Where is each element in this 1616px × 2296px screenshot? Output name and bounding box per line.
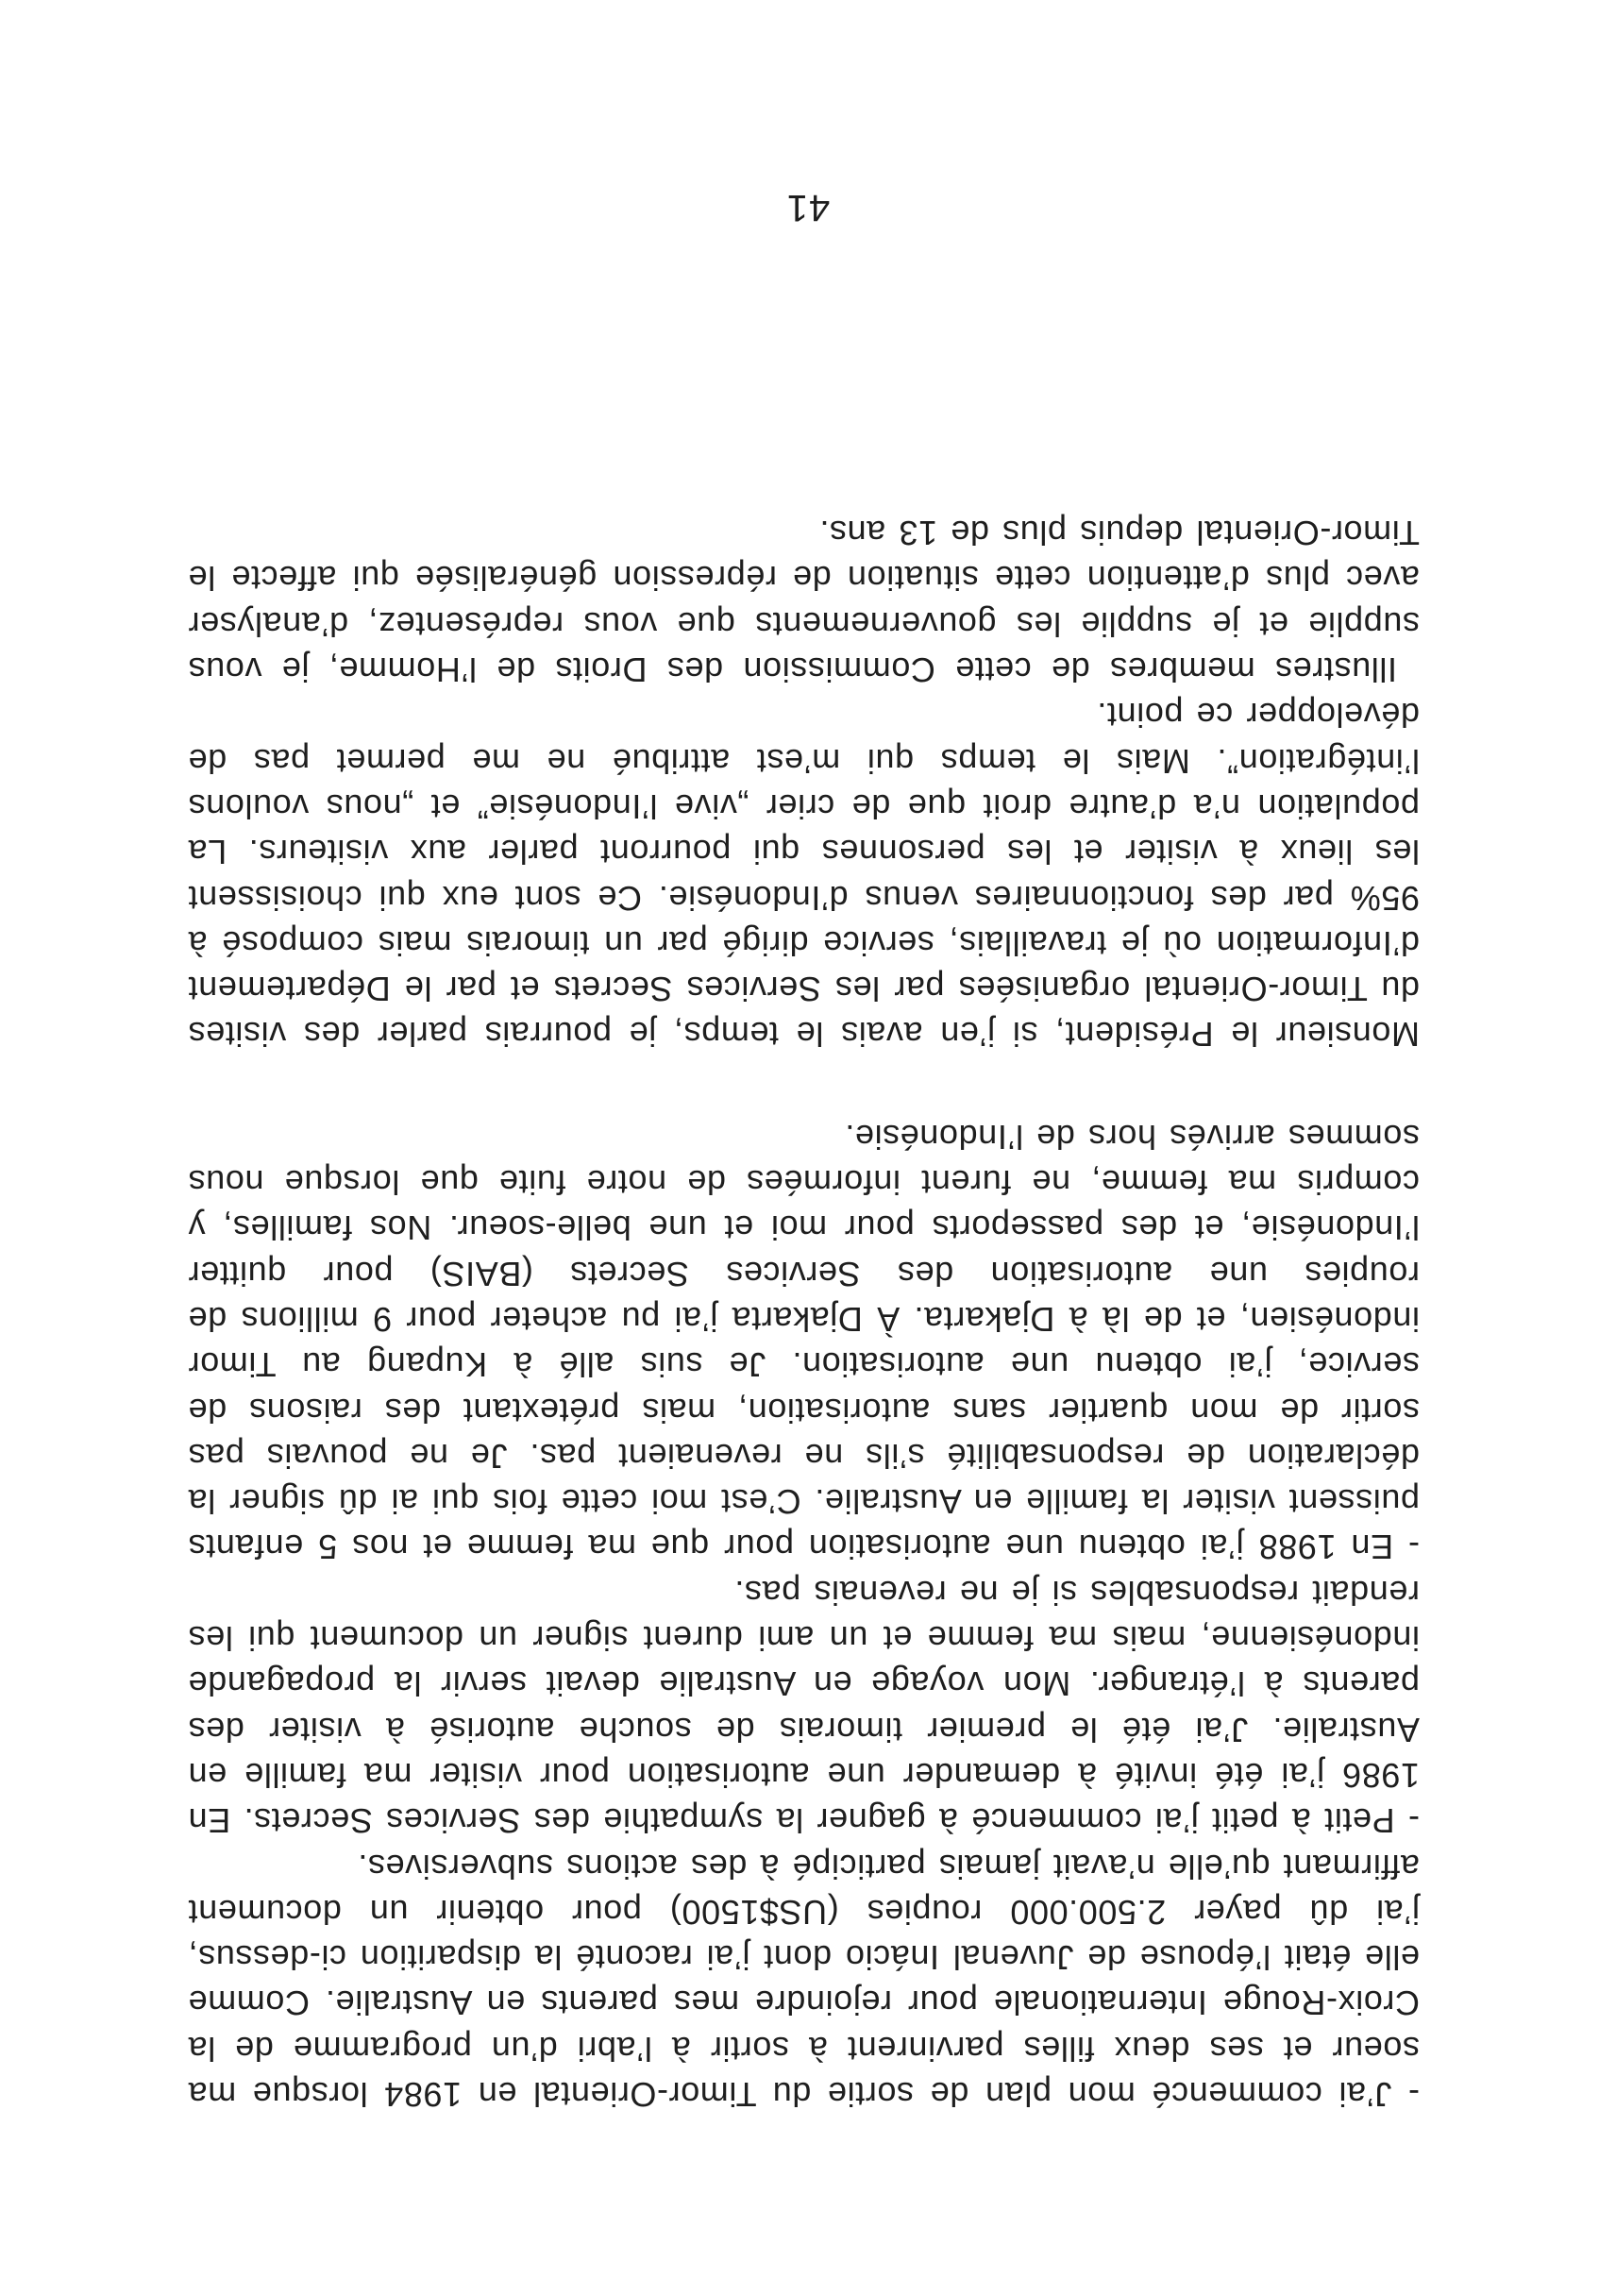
paragraph-autorisation-1988: - En 1988 j’ai obtenu une autorisation pour que ma femme et nos 5 enfants puissent visiter la famille en Australie. C’est moi cette fois qui ai dû signer la déclaration de responsabilité s’ils ne revenaient pas. Je ne pouvais pas sortir de mon quartier sans autorisation, mais prétextant des raisons de service, j’ai obtenu une autorisation. Je suis allé à Kupang au Timor indonésien, et de là à Djakarta. À Djakarta j’ai pu acheter pour 9 millions de roupies une autorisation des Services Secrets (BAIS) pour quitter l’Indonésie, et des passeports pour moi et une belle-soeur. Nos familles, y compris ma femme, ne furent informées de notre fuite que lorsque nous sommes arrivés hors de l’Indonésie. <box>188 1117 1420 1567</box>
paragraph-sortie-1984: - J’ai commencé mon plan de sortie du Timor-Oriental en 1984 lorsque ma soeur et ses deux filles parvinrent à sortir à l’abri d’un programme de la Croix-Rouge Internationale pour rejoindre mes parents en Australie. Comme elle était l’épouse de Juvenal Inácio dont j’ai raconté la disparition ci-dessus, j’ai dû payer 2.500.000 roupies (US$1500) pour obtenir un document affirmant qu’elle n’avait jamais participé à des actions subversives. <box>188 1847 1420 2114</box>
page-number: 41 <box>785 187 831 228</box>
body-text <box>188 510 1420 2117</box>
paragraph-services-secrets-1986: - Petit à petit j’ai commencé à gagner la sympathie des Services Secrets. En 1986 j’ai été invité à demander une autorisation pour visiter ma famille en Australie. J’ai été le premier timorais de souche autorisé à visiter des parents à l’étranger. Mon voyage en Australie devait servir la propagande indonésienne, mais ma femme et un ami durent signer un document qui les rendait responsables si je ne revenais pas. <box>188 1573 1420 1841</box>
paragraph-illustres-membres: Illustres membres de cette Commission des Droits de l’Homme, je vous supplie et je supplie les gouvernements que vous représentez, d’analyser avec plus d’attention cette situation de répression généralisée qui affecte le Timor-Oriental depuis plus de 13 ans. <box>188 514 1420 690</box>
paragraph-monsieur-le-president: Monsieur le Président, si j’en avais le temps, je pourrais parler des visites du Timor-Oriental organisées par les Services Secrets et par le Département d’Information où je travaillais, service dirigé par un timorais mais composé à 95% par des fonctionnaires venus d’Indonésie. Ce sont eux qui choisissent les lieux à visiter et les personnes qui pourront parler aux visiteurs. La population n’a d’autre droit que de crier „vive l’Indonésie” et „nous voulons l’intégration”. Mais le temps qui m’est attribué ne me permet pas de développer ce point. <box>188 696 1420 1055</box>
